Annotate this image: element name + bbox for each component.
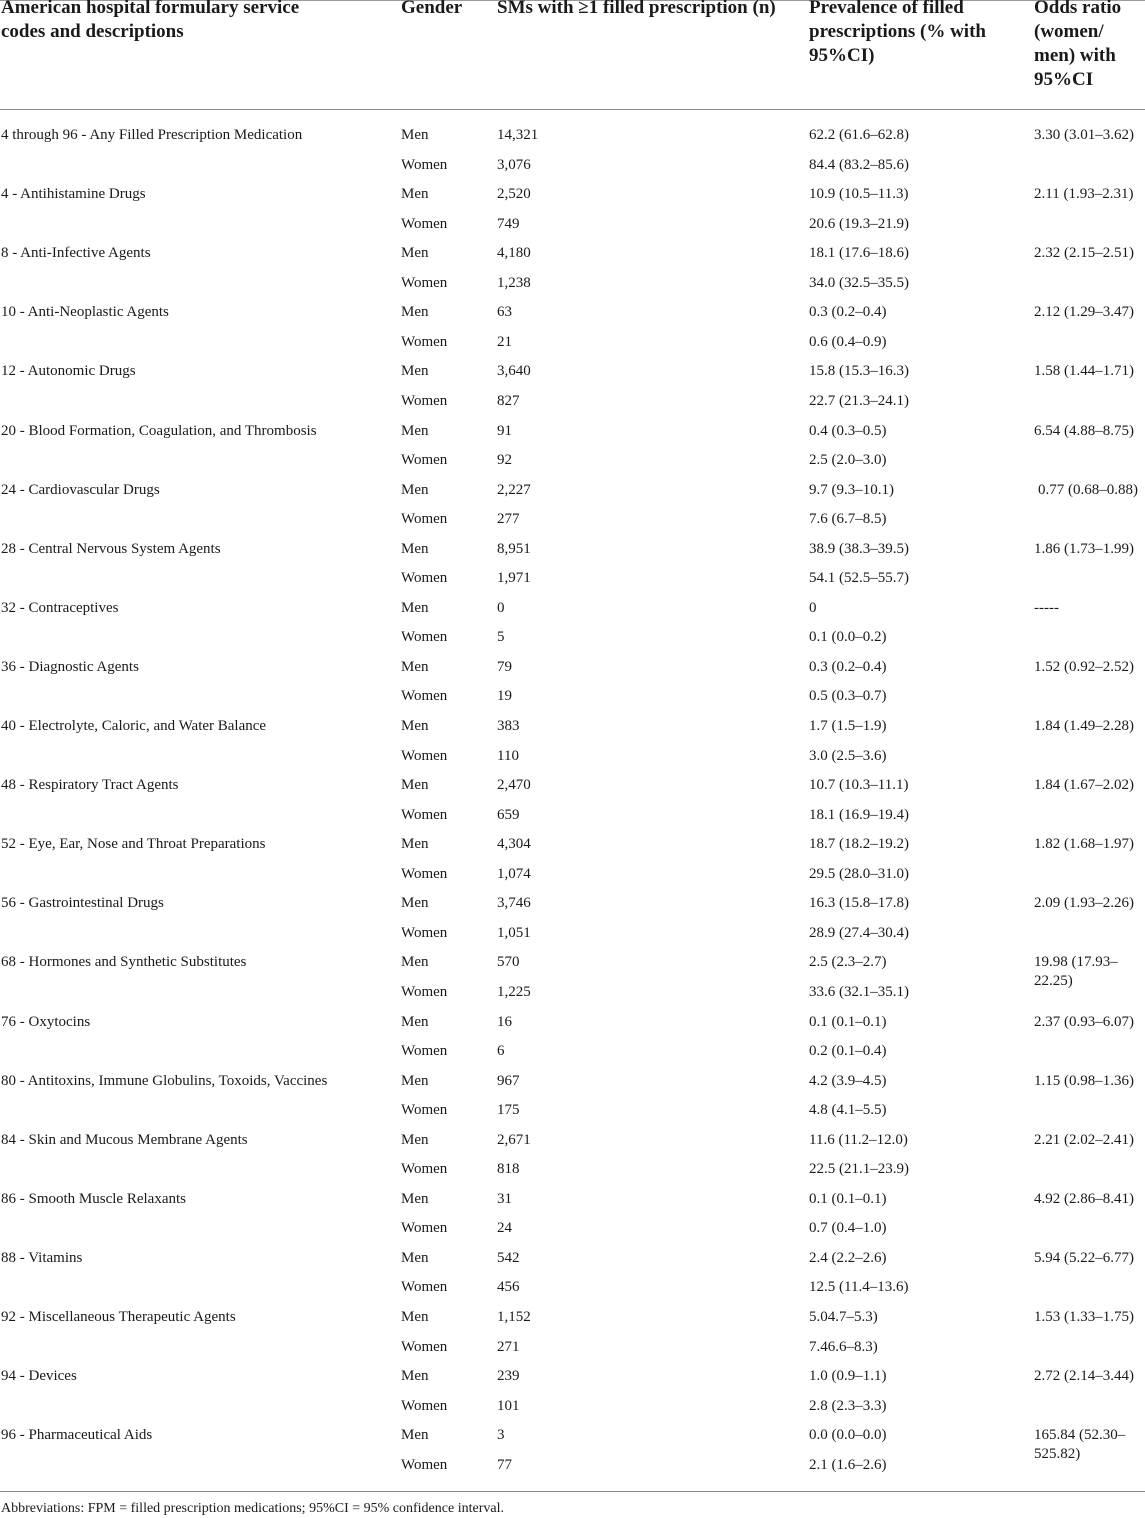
odds-ratio: 2.72 (2.14–3.44) — [1034, 1368, 1134, 1385]
gender-men: Men — [401, 1190, 429, 1207]
women-count: 19 — [497, 688, 512, 705]
men-count: 239 — [497, 1368, 520, 1385]
gender-women: Women — [401, 983, 448, 1000]
gender-women: Women — [401, 452, 448, 468]
men-count: 2,470 — [497, 777, 531, 794]
men-count: 3 — [497, 1427, 505, 1444]
men-prevalence: 4.2 (3.9–4.5) — [809, 1072, 887, 1089]
header-prevalence: Prevalence of filled prescriptions (% with 95%CI) — [809, 0, 986, 66]
women-prevalence: 0.7 (0.4–1.0) — [809, 1220, 887, 1237]
gender-men: Men — [401, 718, 429, 734]
gender-women: Women — [401, 1043, 448, 1059]
women-prevalence: 33.6 (32.1–35.1) — [809, 983, 909, 1000]
women-prevalence: 0.1 (0.0–0.2) — [809, 629, 887, 646]
gender-women: Women — [401, 392, 448, 409]
odds-ratio: 0.77 (0.68–0.88) — [1038, 481, 1138, 498]
header-descriptions: American hospital formulary service codes and descriptions — [1, 0, 300, 42]
men-count: 1,152 — [497, 1309, 531, 1325]
men-prevalence: 9.7 (9.3–10.1) — [809, 481, 894, 498]
header-odds-ratio: Odds ratio (women/ men) with 95%CI — [1034, 0, 1122, 90]
men-prevalence: 0.3 (0.2–0.4) — [809, 304, 887, 321]
men-prevalence: 38.9 (38.3–39.5) — [809, 540, 909, 557]
men-prevalence: 62.2 (61.6–62.8) — [809, 127, 909, 143]
men-prevalence: 16.3 (15.8–17.8) — [809, 895, 909, 912]
gender-men: Men — [401, 422, 429, 439]
gender-women: Women — [401, 688, 448, 705]
women-prevalence: 84.4 (83.2–85.6) — [809, 156, 909, 173]
gender-men: Men — [401, 1249, 429, 1266]
men-count: 63 — [497, 304, 512, 321]
odds-ratio: 1.53 (1.33–1.75) — [1034, 1309, 1134, 1325]
row-description: 80 - Antitoxins, Immune Globulins, Toxoids, Vaccines — [1, 1072, 328, 1089]
gender-women: Women — [401, 570, 448, 587]
men-prevalence: 0.3 (0.2–0.4) — [809, 658, 887, 675]
header-gender: Gender — [401, 0, 463, 18]
odds-ratio: 2.37 (0.93–6.07) — [1034, 1013, 1134, 1030]
header-rule — [0, 109, 1145, 110]
gender-men: Men — [401, 1309, 429, 1325]
men-prevalence: 10.7 (10.3–11.1) — [809, 777, 909, 794]
women-prevalence: 28.9 (27.4–30.4) — [809, 924, 909, 941]
gender-women: Women — [401, 806, 448, 823]
odds-ratio: 5.94 (5.22–6.77) — [1034, 1249, 1134, 1266]
men-prevalence: 5.04.7–5.3) — [809, 1309, 878, 1325]
women-prevalence: 18.1 (16.9–19.4) — [809, 806, 909, 823]
table-footnote: Abbreviations: FPM = filled prescription medications; 95%CI = 95% confidence interval. — [1, 1501, 504, 1516]
row-description: 52 - Eye, Ear, Nose and Throat Preparations — [1, 836, 266, 853]
gender-men: Men — [401, 1131, 429, 1148]
men-count: 0 — [497, 599, 505, 616]
men-prevalence: 11.6 (11.2–12.0) — [809, 1131, 908, 1148]
gender-men: Men — [401, 481, 429, 498]
women-prevalence: 12.5 (11.4–13.6) — [809, 1279, 909, 1296]
women-prevalence: 2.8 (2.3–3.3) — [809, 1397, 887, 1414]
men-count: 3,746 — [497, 895, 531, 912]
women-prevalence: 22.5 (21.1–23.9) — [809, 1161, 909, 1178]
women-count: 101 — [497, 1397, 520, 1414]
odds-ratio: 1.84 (1.49–2.28) — [1034, 718, 1134, 734]
row-description: 10 - Anti-Neoplastic Agents — [1, 304, 169, 321]
women-count: 1,074 — [497, 865, 531, 882]
men-count: 4,304 — [497, 836, 531, 853]
men-prevalence: 2.4 (2.2–2.6) — [809, 1249, 887, 1266]
odds-ratio: 1.86 (1.73–1.99) — [1034, 540, 1134, 557]
gender-men: Men — [401, 1427, 429, 1444]
gender-men: Men — [401, 1013, 429, 1030]
gender-women: Women — [401, 1161, 448, 1178]
women-prevalence: 3.0 (2.5–3.6) — [809, 747, 887, 764]
row-description: 24 - Cardiovascular Drugs — [1, 481, 160, 498]
women-prevalence: 22.7 (21.3–24.1) — [809, 392, 909, 409]
odds-ratio: 2.21 (2.02–2.41) — [1034, 1131, 1134, 1148]
women-prevalence: 29.5 (28.0–31.0) — [809, 865, 909, 882]
men-prevalence: 1.0 (0.9–1.1) — [809, 1368, 887, 1385]
men-prevalence: 0 — [809, 599, 817, 616]
row-description: 12 - Autonomic Drugs — [1, 363, 136, 380]
row-description: 40 - Electrolyte, Caloric, and Water Balance — [1, 718, 267, 734]
women-count: 1,225 — [497, 983, 531, 1000]
men-prevalence: 1.7 (1.5–1.9) — [809, 718, 887, 734]
men-count: 16 — [497, 1013, 512, 1030]
men-count: 2,520 — [497, 186, 531, 203]
women-count: 24 — [497, 1220, 512, 1237]
women-prevalence: 0.6 (0.4–0.9) — [809, 333, 887, 350]
men-prevalence: 0.4 (0.3–0.5) — [809, 422, 887, 439]
gender-women: Women — [401, 1279, 448, 1296]
men-prevalence: 0.1 (0.1–0.1) — [809, 1190, 887, 1207]
odds-ratio: 2.12 (1.29–3.47) — [1034, 304, 1134, 321]
row-description: 68 - Hormones and Synthetic Substitutes — [1, 954, 247, 971]
odds-ratio: 3.30 (3.01–3.62) — [1034, 127, 1134, 143]
row-description: 76 - Oxytocins — [1, 1013, 91, 1030]
gender-men: Men — [401, 895, 429, 912]
gender-women: Women — [401, 629, 448, 646]
women-prevalence: 7.6 (6.7–8.5) — [809, 511, 887, 528]
men-count: 2,227 — [497, 481, 531, 498]
men-count: 14,321 — [497, 127, 539, 143]
row-description: 86 - Smooth Muscle Relaxants — [1, 1190, 186, 1207]
women-prevalence: 4.8 (4.1–5.5) — [809, 1102, 887, 1119]
row-description: 20 - Blood Formation, Coagulation, and Thrombosis — [1, 422, 317, 439]
row-description: 32 - Contraceptives — [1, 599, 119, 616]
gender-men: Men — [401, 954, 429, 971]
men-prevalence: 18.7 (18.2–19.2) — [809, 836, 909, 853]
row-description: 94 - Devices — [1, 1368, 77, 1385]
women-count: 92 — [497, 452, 512, 468]
men-count: 3,640 — [497, 363, 531, 380]
men-count: 2,671 — [497, 1131, 531, 1148]
women-count: 271 — [497, 1338, 520, 1355]
gender-men: Men — [401, 658, 429, 675]
men-count: 8,951 — [497, 540, 531, 557]
gender-men: Men — [401, 363, 429, 380]
odds-ratio: 2.09 (1.93–2.26) — [1034, 895, 1134, 912]
gender-women: Women — [401, 747, 448, 764]
women-count: 1,051 — [497, 924, 531, 941]
women-count: 277 — [497, 511, 520, 528]
odds-ratio: 1.84 (1.67–2.02) — [1034, 777, 1134, 794]
women-count: 1,238 — [497, 274, 531, 291]
gender-men: Men — [401, 186, 429, 203]
odds-ratio: 1.15 (0.98–1.36) — [1034, 1072, 1134, 1089]
women-count: 3,076 — [497, 156, 531, 173]
women-count: 827 — [497, 392, 520, 409]
row-description: 56 - Gastrointestinal Drugs — [1, 895, 164, 912]
women-count: 659 — [497, 806, 520, 823]
gender-men: Men — [401, 1368, 429, 1385]
men-count: 383 — [497, 718, 520, 734]
women-count: 818 — [497, 1161, 520, 1178]
odds-ratio: 1.52 (0.92–2.52) — [1034, 658, 1134, 675]
gender-women: Women — [401, 1338, 448, 1355]
gender-men: Men — [401, 245, 429, 262]
women-prevalence: 2.5 (2.0–3.0) — [809, 452, 887, 468]
men-prevalence: 15.8 (15.3–16.3) — [809, 363, 909, 380]
men-count: 79 — [497, 658, 512, 675]
row-description: 88 - Vitamins — [1, 1249, 83, 1266]
odds-ratio: 2.11 (1.93–2.31) — [1034, 186, 1134, 203]
women-count: 749 — [497, 215, 520, 232]
row-description: 92 - Miscellaneous Therapeutic Agents — [1, 1309, 236, 1325]
women-count: 175 — [497, 1102, 520, 1119]
header-n: SMs with ≥1 filled prescription (n) — [497, 0, 776, 18]
women-count: 110 — [497, 747, 519, 764]
women-prevalence: 2.1 (1.6–2.6) — [809, 1456, 887, 1473]
gender-women: Women — [401, 1220, 448, 1237]
women-prevalence: 0.2 (0.1–0.4) — [809, 1043, 887, 1059]
odds-ratio: 6.54 (4.88–8.75) — [1034, 422, 1134, 439]
gender-women: Women — [401, 865, 448, 882]
gender-women: Women — [401, 511, 448, 528]
women-count: 5 — [497, 629, 505, 646]
men-prevalence: 0.0 (0.0–0.0) — [809, 1427, 887, 1444]
row-description: 48 - Respiratory Tract Agents — [1, 777, 179, 794]
gender-women: Women — [401, 274, 448, 291]
men-prevalence: 10.9 (10.5–11.3) — [809, 186, 909, 203]
women-prevalence: 20.6 (19.3–21.9) — [809, 215, 909, 232]
men-count: 967 — [497, 1072, 520, 1089]
odds-ratio: 4.92 (2.86–8.41) — [1034, 1190, 1134, 1207]
row-description: 4 - Antihistamine Drugs — [1, 186, 146, 203]
women-count: 77 — [497, 1456, 512, 1473]
women-prevalence: 7.46.6–8.3) — [809, 1338, 878, 1355]
women-prevalence: 34.0 (32.5–35.5) — [809, 274, 909, 291]
women-count: 21 — [497, 333, 512, 350]
gender-men: Men — [401, 1072, 429, 1089]
row-description: 8 - Anti-Infective Agents — [1, 245, 151, 262]
row-description: 36 - Diagnostic Agents — [1, 658, 139, 675]
row-description: 28 - Central Nervous System Agents — [1, 540, 221, 557]
gender-women: Women — [401, 1456, 448, 1473]
women-count: 6 — [497, 1043, 505, 1059]
men-count: 542 — [497, 1249, 520, 1266]
women-prevalence: 54.1 (52.5–55.7) — [809, 570, 909, 587]
odds-ratio: 165.84 (52.30–525.82) — [1034, 1427, 1126, 1463]
row-description: 4 through 96 - Any Filled Prescription Medication — [1, 127, 303, 143]
women-count: 456 — [497, 1279, 520, 1296]
gender-women: Women — [401, 156, 448, 173]
men-count: 570 — [497, 954, 520, 971]
men-count: 91 — [497, 422, 512, 439]
odds-ratio: 19.98 (17.93–22.25) — [1034, 954, 1118, 990]
table-bottom-rule — [0, 1491, 1145, 1492]
gender-men: Men — [401, 304, 429, 321]
row-description: 84 - Skin and Mucous Membrane Agents — [1, 1131, 248, 1148]
gender-women: Women — [401, 924, 448, 941]
gender-men: Men — [401, 127, 429, 143]
gender-women: Women — [401, 1397, 448, 1414]
men-prevalence: 18.1 (17.6–18.6) — [809, 245, 909, 262]
gender-men: Men — [401, 777, 429, 794]
odds-ratio: 2.32 (2.15–2.51) — [1034, 245, 1134, 262]
women-prevalence: 0.5 (0.3–0.7) — [809, 688, 887, 705]
odds-ratio: 1.82 (1.68–1.97) — [1034, 836, 1134, 853]
men-prevalence: 2.5 (2.3–2.7) — [809, 954, 887, 971]
gender-women: Women — [401, 215, 448, 232]
gender-men: Men — [401, 599, 429, 616]
gender-women: Women — [401, 1102, 448, 1119]
odds-ratio: 1.58 (1.44–1.71) — [1034, 363, 1134, 380]
men-prevalence: 0.1 (0.1–0.1) — [809, 1013, 887, 1030]
women-count: 1,971 — [497, 570, 531, 587]
gender-men: Men — [401, 540, 429, 557]
gender-men: Men — [401, 836, 429, 853]
gender-women: Women — [401, 333, 448, 350]
men-count: 31 — [497, 1190, 512, 1207]
men-count: 4,180 — [497, 245, 531, 262]
odds-ratio: ----- — [1034, 599, 1059, 616]
row-description: 96 - Pharmaceutical Aids — [1, 1427, 153, 1444]
